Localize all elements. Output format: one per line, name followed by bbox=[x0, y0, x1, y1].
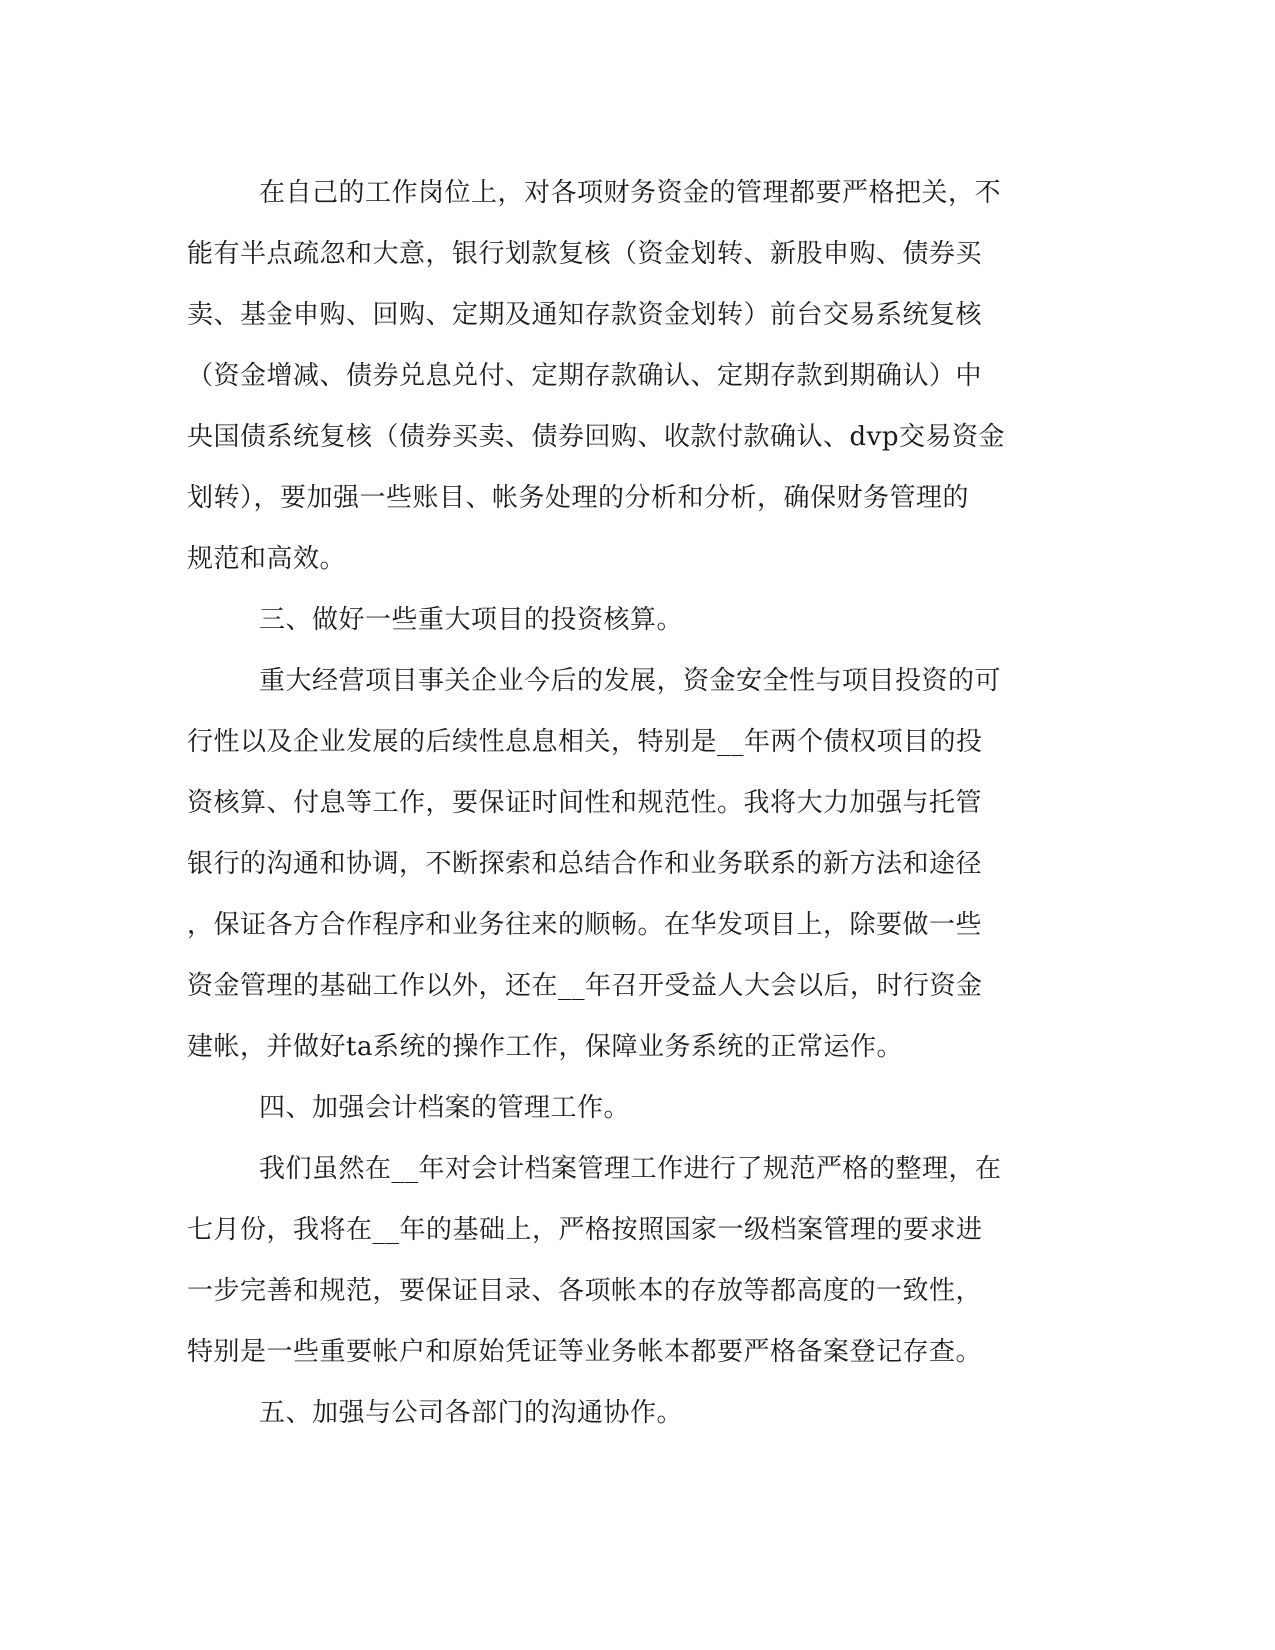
paragraph-line: 银行的沟通和协调，不断探索和总结合作和业务联系的新方法和途径 bbox=[187, 849, 983, 879]
section-heading: 五、加强与公司各部门的沟通协作。 bbox=[259, 1398, 684, 1428]
paragraph-line: 划转），要加强一些账目、帐务处理的分析和分析，确保财务管理的 bbox=[187, 483, 970, 513]
paragraph-line: 规范和高效。 bbox=[187, 544, 347, 574]
paragraph-line: 能有半点疏忽和大意，银行划款复核（资金划转、新股申购、债券买 bbox=[187, 239, 983, 269]
paragraph-line: 特别是一些重要帐户和原始凭证等业务帐本都要严格备案登记存查。 bbox=[187, 1337, 983, 1367]
paragraph-line: 一步完善和规范，要保证目录、各项帐本的存放等都高度的一致性， bbox=[187, 1276, 983, 1306]
paragraph-line: 行性以及企业发展的后续性息息相关，特别是__年两个债权项目的投 bbox=[187, 727, 983, 757]
document-body bbox=[187, 163, 1067, 1444]
paragraph-line: 在自己的工作岗位上，对各项财务资金的管理都要严格把关，不 bbox=[259, 178, 1002, 208]
paragraph-line: 建帐，并做好ta系统的操作工作，保障业务系统的正常运作。 bbox=[187, 1032, 903, 1062]
section-heading: 四、加强会计档案的管理工作。 bbox=[259, 1093, 631, 1123]
paragraph-line: 资金管理的基础工作以外，还在__年召开受益人大会以后，时行资金 bbox=[187, 971, 983, 1001]
paragraph-line: 央国债系统复核（债券买卖、债券回购、收款付款确认、dvp交易资金 bbox=[187, 422, 1005, 452]
paragraph-line: 七月份，我将在__年的基础上，严格按照国家一级档案管理的要求进 bbox=[187, 1215, 983, 1245]
paragraph-line: （资金增减、债券兑息兑付、定期存款确认、定期存款到期确认）中 bbox=[187, 361, 983, 391]
paragraph-line: 重大经营项目事关企业今后的发展，资金安全性与项目投资的可 bbox=[259, 666, 1002, 696]
section-heading: 三、做好一些重大项目的投资核算。 bbox=[259, 605, 684, 635]
paragraph-line: 资核算、付息等工作，要保证时间性和规范性。我将大力加强与托管 bbox=[187, 788, 983, 818]
paragraph-line: 我们虽然在__年对会计档案管理工作进行了规范严格的整理，在 bbox=[259, 1154, 1002, 1184]
paragraph-line: ，保证各方合作程序和业务往来的顺畅。在华发项目上，除要做一些 bbox=[187, 910, 983, 940]
paragraph-line: 卖、基金申购、回购、定期及通知存款资金划转）前台交易系统复核 bbox=[187, 300, 983, 330]
